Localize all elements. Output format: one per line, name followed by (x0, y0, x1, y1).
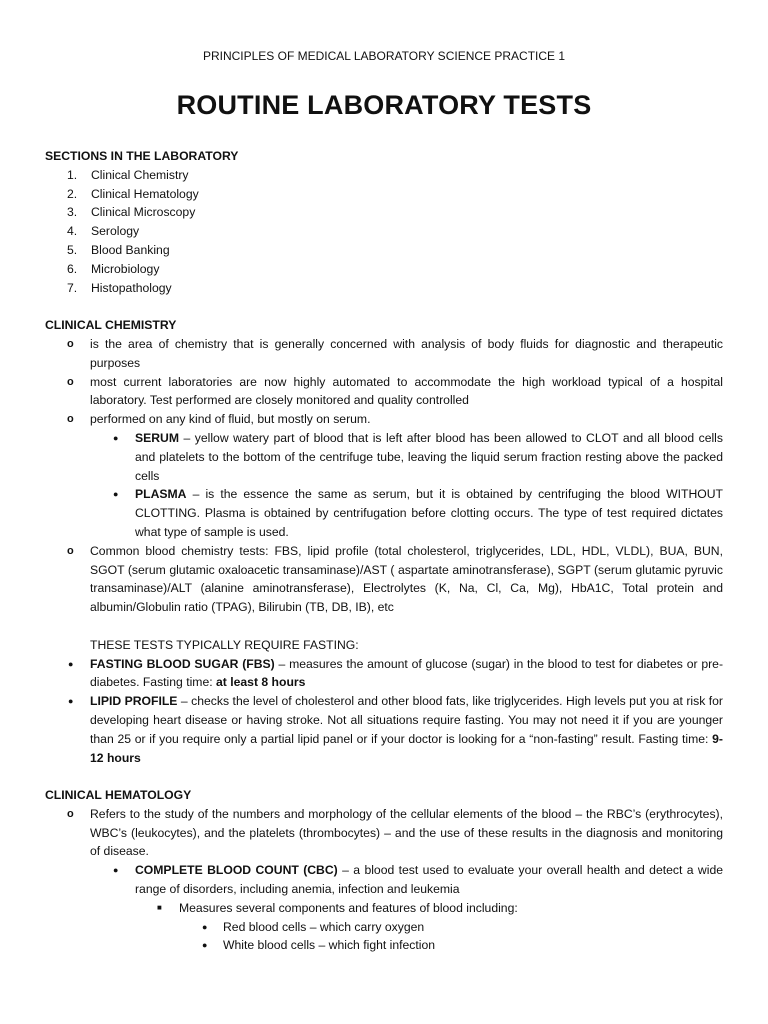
sections-list (45, 166, 723, 298)
hematology-list (45, 805, 723, 955)
document-body (45, 147, 723, 955)
clinical-chemistry-heading: CLINICAL CHEMISTRY (45, 318, 177, 333)
running-header: PRINCIPLES OF MEDICAL LABORATORY SCIENCE PRACTICE 1 (202, 49, 566, 63)
paragraph: Refers to the study of the numbers and morphology of the cellular elements of the blood – the RBC’s (erythrocytes), WBC’s (leukocytes), and the platelets (thrombocytes) – and the use of these results in the diagnosis and monitoring of disease. (90, 806, 723, 859)
list-item (45, 203, 723, 222)
paragraph: most current laboratories are now highly automated to accommodate the high workload typical of a hospital laboratory. Test performed are closely monitored and quality controlled (90, 374, 723, 408)
list-item (45, 692, 723, 767)
list-item-label: Clinical Hematology (91, 186, 199, 201)
bullet-icon: ● (113, 432, 119, 443)
components-list (179, 918, 723, 956)
page-title: ROUTINE LABORATORY TESTS (176, 90, 592, 120)
bullet-icon: ● (202, 940, 208, 951)
list-item (45, 410, 723, 542)
list-item (45, 542, 723, 617)
paragraph: performed on any kind of fluid, but mostly on serum. (90, 412, 371, 427)
list-item (45, 805, 723, 955)
chemistry-list (45, 335, 723, 617)
fasting-heading: THESE TESTS TYPICALLY REQUIRE FASTING: (90, 637, 359, 652)
paragraph-lead: Common blood chemistry tests: (90, 543, 275, 558)
list-item-label: Microbiology (91, 261, 160, 276)
list-item (179, 936, 723, 955)
list-number: 6. (67, 261, 78, 276)
measures-list (135, 899, 723, 955)
definition-text: – yellow watery part of blood that is left after blood has been allowed to CLOT and all blood cells and platelets to the bottom of the centrifuge tube, leaving the liquid serum fraction resting above the packed cells (135, 430, 723, 483)
list-item (90, 861, 723, 955)
list-item (45, 166, 723, 185)
term-cbc: COMPLETE BLOOD COUNT (CBC) (135, 863, 338, 878)
list-item (45, 279, 723, 298)
list-number: 1. (67, 167, 78, 182)
list-item-label: Serology (91, 224, 140, 239)
term-serum: SERUM (135, 430, 180, 445)
bullet-icon: ● (202, 921, 208, 932)
fasting-time: 9-12 hours (90, 731, 723, 765)
fasting-tests-list (45, 655, 723, 768)
definition-text: – measures the amount of glucose (sugar) in the blood to test for diabetes or pre-diabetes. Fasting time: (90, 656, 723, 690)
bullet-icon: ● (113, 489, 119, 500)
list-item (45, 335, 723, 373)
bullet-icon: ● (68, 658, 74, 669)
list-item-label: Histopathology (91, 280, 172, 295)
paragraph: is the area of chemistry that is generally concerned with analysis of body fluids for diagnostic and therapeutic purposes (90, 336, 723, 370)
list-item (90, 429, 723, 485)
definition-text: – a blood test used to evaluate your overall health and detect a wide range of disorders, including anemia, infection and leukemia (135, 863, 723, 897)
list-item (135, 899, 723, 955)
square-bullet-icon: ■ (157, 902, 162, 912)
sections-heading: SECTIONS IN THE LABORATORY (45, 149, 239, 163)
term-lipid-profile: LIPID PROFILE (90, 694, 178, 709)
term-fbs: FASTING BLOOD SUGAR (FBS) (90, 656, 275, 671)
list-number: 4. (67, 224, 78, 239)
list-item-label: Clinical Microscopy (91, 205, 196, 220)
list-item (45, 655, 723, 693)
circle-bullet-icon: o (67, 544, 74, 557)
bullet-icon: ● (68, 696, 74, 707)
paragraph: FBS, lipid profile (total cholesterol, triglycerides, LDL, HDL, VLDL), BUA, BUN, SGOT (serum glutamic oxaloacetic transaminase)/AST ( aspartate aminotransferase), SGPT (serum glutamic pyruvic transaminase)/ALT (alanine aminotransferase), Electrolytes (K, Na, Cl, Ca, Mg), HbA1C, Total protein and albumin/Globulin ratio (TPAG), Bilirubin (TB, DB, IB), etc (90, 543, 723, 615)
list-number: 5. (67, 242, 78, 257)
list-item-label: Red blood cells – which carry oxygen (223, 919, 425, 934)
list-number: 3. (67, 205, 78, 220)
list-number: 7. (67, 280, 78, 295)
term-plasma: PLASMA (135, 487, 187, 502)
list-item (45, 241, 723, 260)
clinical-hematology-heading: CLINICAL HEMATOLOGY (45, 788, 192, 803)
list-number: 2. (67, 186, 78, 201)
list-item-label: Blood Banking (91, 242, 170, 257)
list-item (90, 485, 723, 541)
bullet-icon: ● (113, 865, 119, 876)
circle-bullet-icon: o (67, 375, 74, 388)
list-item (179, 918, 723, 937)
list-item (45, 222, 723, 241)
definition-text: – checks the level of cholesterol and other blood fats, like triglycerides. High levels put you at risk for developing heart disease or having stroke. Not all situations require fasting. You may not need it if you are younger than 25 or if you require only a partial lipid panel or if your doctor is looking for a “non-fasting” result. Fasting time: (90, 694, 723, 746)
fasting-time: at least 8 hours (216, 675, 306, 690)
list-item-label: Clinical Chemistry (91, 167, 189, 182)
list-item (45, 373, 723, 411)
sample-types-list (90, 429, 723, 542)
circle-bullet-icon: o (67, 413, 74, 426)
list-item (45, 260, 723, 279)
circle-bullet-icon: o (67, 337, 74, 350)
paragraph: Measures several components and features of blood including: (179, 900, 518, 915)
circle-bullet-icon: o (67, 807, 74, 820)
cbc-list (90, 861, 723, 955)
definition-text: – is the essence the same as serum, but it is obtained by centrifuging the blood WITHOUT CLOTTING. Plasma is obtained by centrifugation before clotting occurs. The type of test required dictates what type of sample is used. (135, 487, 723, 539)
list-item-label: White blood cells – which fight infection (223, 938, 436, 953)
list-item (45, 185, 723, 204)
